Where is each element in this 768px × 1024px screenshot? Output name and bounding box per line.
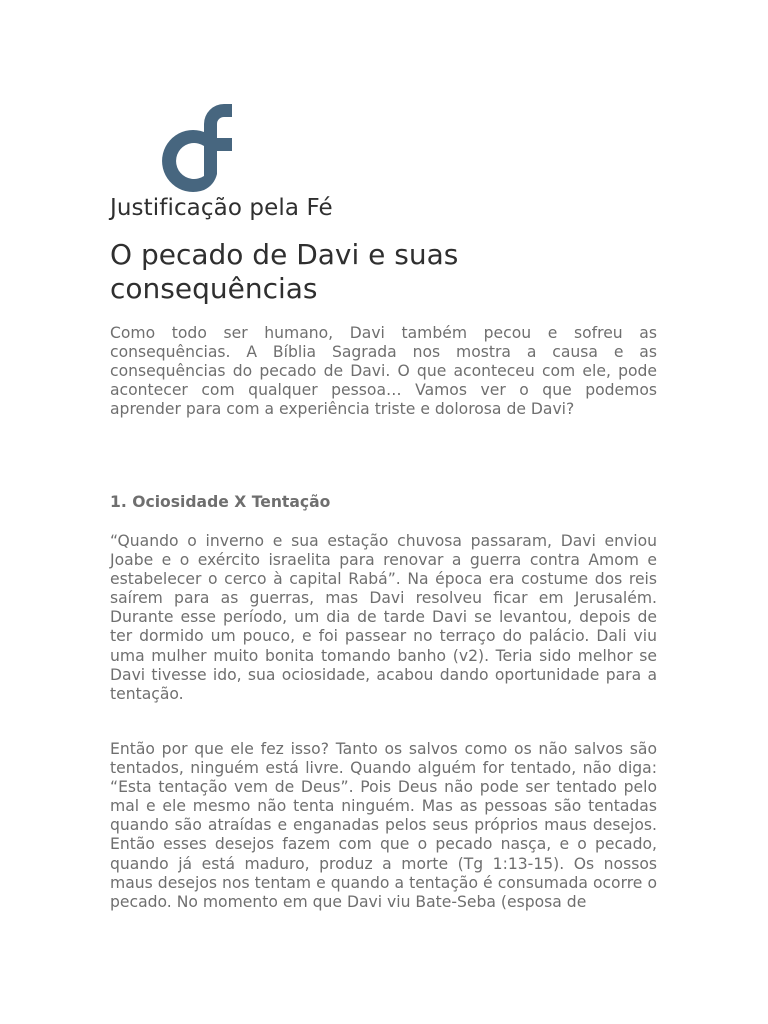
paragraph-1: “Quando o inverno e sua estação chuvosa passaram, Davi enviou Joabe e o exército israelita para renovar a guerra contra Amom e estabelecer o cerco à capital Rabá”. Na época era costume dos reis saírem para as guerras, mas Davi resolveu ficar em Jerusalém. Durante esse período, um dia de tarde Davi se levantou, depois de ter dormido um pouco, e foi passear no terraço do palácio. Dali viu uma mulher muito bonita tomando banho (v2). Teria sido melhor se Davi tivesse ido, sua ociosidade, acabou dando oportunidade para a tentação. [110, 532, 657, 703]
site-name: Justificação pela Fé [110, 195, 333, 221]
section-heading: 1. Ociosidade X Tentação [110, 493, 331, 511]
article-title: O pecado de Davi e suas consequências [110, 238, 459, 305]
df-logo-icon [160, 104, 234, 194]
paragraph-2: Então por que ele fez isso? Tanto os salvos como os não salvos são tentados, ninguém está livre. Quando alguém for tentado, não diga: “Esta tentação vem de Deus”. Pois Deus não pode ser tentado pelo mal e ele mesmo não tenta ninguém. Mas as pessoas são tentadas quando são atraídas e enganadas pelos seus próprios maus desejos. Então esses desejos fazem com que o pecado nasça, e o pecado, quando já está maduro, produz a morte (Tg 1:13-15). Os nossos maus desejos nos tentam e quando a tentação é consumada ocorre o pecado. No momento em que Davi viu Bate-Seba (esposa de [110, 740, 657, 911]
intro-paragraph: Como todo ser humano, Davi também pecou e sofreu as consequências. A Bíblia Sagrada nos mostra a causa e as consequências do pecado de Davi. O que aconteceu com ele, pode acontecer com qualquer pessoa… Vamos ver o que podemos aprender para com a experiência triste e dolorosa de Davi? [110, 324, 657, 419]
